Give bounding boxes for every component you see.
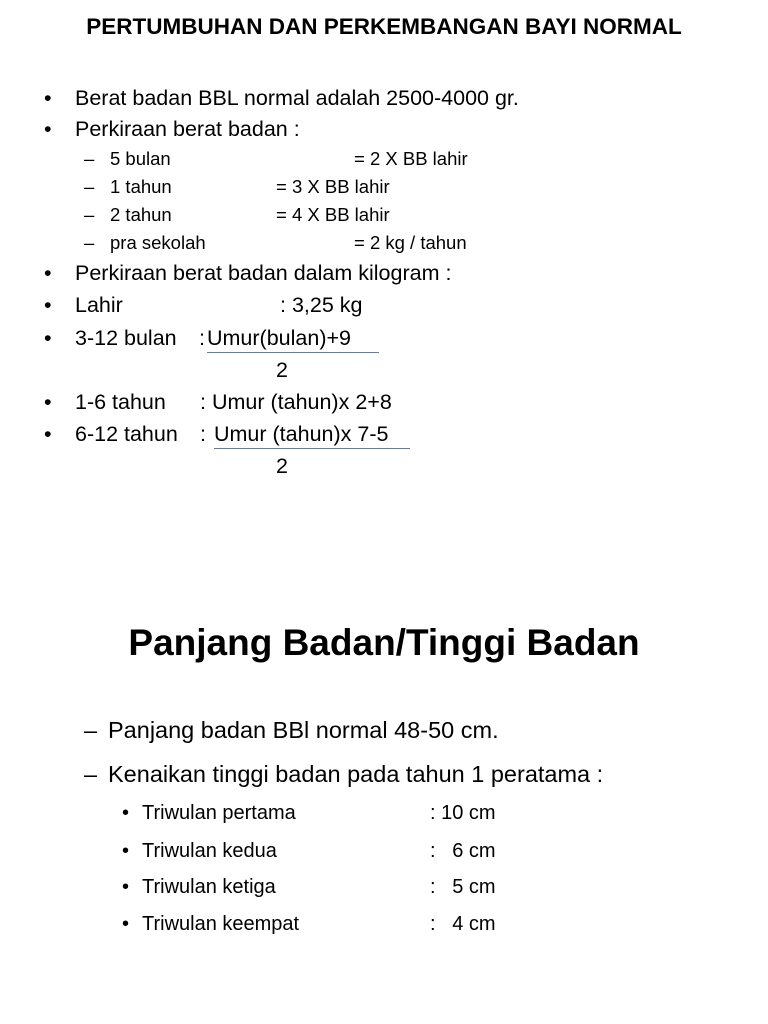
bullet-mark: • xyxy=(44,326,52,350)
lahir-value: : 3,25 kg xyxy=(280,293,363,317)
triwulan-label: Triwulan kedua xyxy=(142,840,277,862)
kg-heading: Perkiraan berat badan dalam kilogram : xyxy=(75,261,452,285)
triwulan-label: Triwulan keempat xyxy=(142,913,300,935)
sub-value: = 3 X BB lahir xyxy=(276,176,390,197)
sub-label: pra sekolah xyxy=(110,232,206,253)
dash-mark: – xyxy=(84,176,95,197)
triwulan-value: : 5 cm xyxy=(430,876,496,898)
tahun612-colon: : xyxy=(200,422,206,446)
bullet-mark: • xyxy=(44,390,52,414)
triwulan-value: : 10 cm xyxy=(430,802,496,824)
sub-value: = 4 X BB lahir xyxy=(276,204,390,225)
bullet-mark: • xyxy=(44,117,52,141)
tahun612-denominator: 2 xyxy=(276,454,288,478)
section-title-length: Panjang Badan/Tinggi Badan xyxy=(128,622,640,663)
dash-mark: – xyxy=(84,717,98,743)
kenaikan-text: Kenaikan tinggi badan pada tahun 1 peratama : xyxy=(108,761,604,787)
triwulan-label: Triwulan pertama xyxy=(142,802,296,824)
bulan-label: 3-12 bulan xyxy=(75,326,177,350)
section-title-growth: PERTUMBUHAN DAN PERKEMBANGAN BAYI NORMAL xyxy=(86,14,682,39)
bulan-denominator: 2 xyxy=(276,358,288,382)
lahir-label: Lahir xyxy=(75,293,123,317)
triwulan-value: : 6 cm xyxy=(430,840,496,862)
dash-mark: – xyxy=(84,232,95,253)
tahun16-label: 1-6 tahun xyxy=(75,390,166,414)
bbl-weight-text: Berat badan BBL normal adalah 2500-4000 gr. xyxy=(75,86,519,110)
bulan-numerator: Umur(bulan)+9 xyxy=(207,326,351,350)
triwulan-value: : 4 cm xyxy=(430,913,496,935)
fraction-bar xyxy=(207,352,379,353)
bullet-mark: • xyxy=(122,802,130,824)
tahun612-numerator: Umur (tahun)x 7-5 xyxy=(214,422,389,446)
fraction-bar xyxy=(214,448,410,449)
sub-value: = 2 X BB lahir xyxy=(354,148,468,169)
bullet-mark: • xyxy=(44,86,52,110)
bulan-colon: : xyxy=(199,326,205,350)
bullet-mark: • xyxy=(44,261,52,285)
tahun612-label: 6-12 tahun xyxy=(75,422,178,446)
dash-mark: – xyxy=(84,761,98,787)
bullet-mark: • xyxy=(122,876,130,898)
bullet-mark: • xyxy=(44,293,52,317)
sub-label: 1 tahun xyxy=(110,176,172,197)
bullet-mark: • xyxy=(44,422,52,446)
bullet-mark: • xyxy=(122,913,130,935)
estimate-heading: Perkiraan berat badan : xyxy=(75,117,300,141)
sub-value: = 2 kg / tahun xyxy=(354,232,467,253)
sub-label: 2 tahun xyxy=(110,204,172,225)
dash-mark: – xyxy=(84,148,95,169)
tahun16-value: : Umur (tahun)x 2+8 xyxy=(200,390,392,414)
dash-mark: – xyxy=(84,204,95,225)
triwulan-label: Triwulan ketiga xyxy=(142,876,276,898)
pb-text: Panjang badan BBl normal 48-50 cm. xyxy=(108,717,499,743)
bullet-mark: • xyxy=(122,840,130,862)
sub-label: 5 bulan xyxy=(110,148,171,169)
